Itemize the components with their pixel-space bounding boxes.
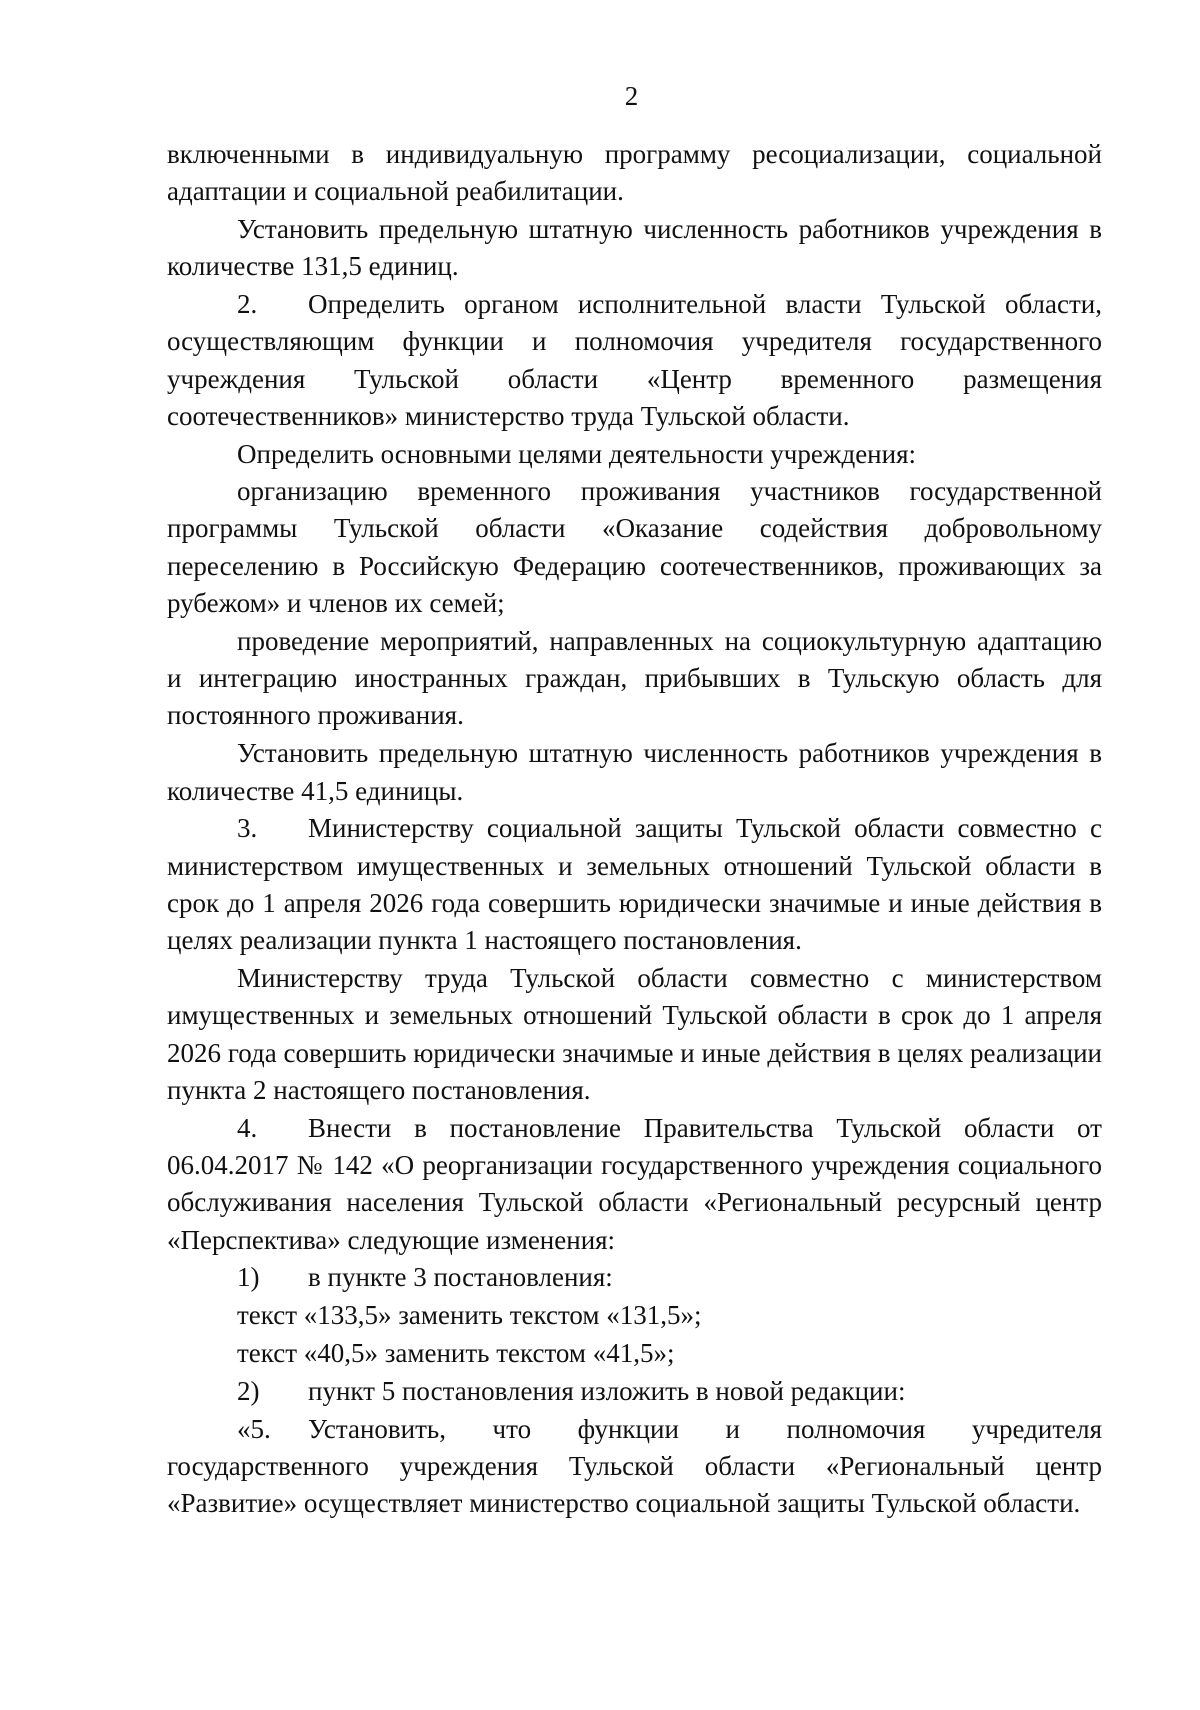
item-text: Установить, что функции и полномочия учредителя государственного учреждения Тульской области «Региональный центр «Развитие» осуществляет министерство социальной защиты Тульской области. xyxy=(167,1413,1102,1519)
paragraph-replace-2: текст «40,5» заменить текстом «41,5»; xyxy=(237,1338,675,1368)
paragraph-labor-ministry: Министерству труда Тульской области совместно с министерством имущественных и земельных отношений Тульской области в срок до 1 апреля 2026 года совершить юридически значимые и иные действия в целях реализации пункта 2 настоящего постановления. xyxy=(167,963,1102,1105)
paragraph-item-3 xyxy=(167,810,1102,959)
item-number: 3. xyxy=(237,813,258,844)
paragraph-goal-2: проведение мероприятий, направленных на социокультурную адаптацию и интеграцию иностранных граждан, прибывших в Тульскую область для постоянного проживания. xyxy=(167,625,1102,731)
item-text: Определить органом исполнительной власти Тульской области, осуществляющим функции и полномочия учредителя государственного учреждения Тульской области «Центр временного размещения соотечественников» министерство труда Тульской области. xyxy=(167,289,1102,432)
paragraph-staff-limit-2: Установить предельную штатную численность работников учреждения в количестве 41,5 единицы. xyxy=(167,738,1102,806)
paragraph-replace-1: текст «133,5» заменить текстом «131,5»; xyxy=(237,1300,702,1331)
item-number: 4. xyxy=(237,1112,258,1143)
paragraph-item-2 xyxy=(167,286,1102,435)
item-text: пункт 5 постановления изложить в новой редакции: xyxy=(308,1375,906,1406)
paragraph-goals-intro: Определить основными целями деятельности учреждения: xyxy=(237,438,916,469)
item-text: Министерству социальной защиты Тульской области совместно с министерством имущественных и земельных отношений Тульской области в срок до 1 апреля 2026 года совершить юридически значимые и иные действия в целях реализации пункта 1 настоящего постановления. xyxy=(167,813,1102,956)
document-body xyxy=(167,136,1102,1522)
paragraph-subitem-2 xyxy=(167,1373,1102,1410)
paragraph-subitem-1 xyxy=(167,1259,1102,1296)
item-number: «5. xyxy=(237,1413,271,1444)
item-number: 2) xyxy=(237,1375,260,1406)
paragraph-goal-1: организацию временного проживания участников государственной программы Тульской области «Оказание содействия добровольному переселению в Российскую Федерацию соотечественников, проживающих за рубежом» и членов их семей; xyxy=(167,476,1102,619)
item-number: 2. xyxy=(237,289,258,320)
paragraph-continuation: включенными в индивидуальную программу ресоциализации, социальной адаптации и социальной реабилитации. xyxy=(167,139,1102,207)
paragraph-item-4 xyxy=(167,1110,1102,1259)
item-number: 1) xyxy=(237,1262,260,1293)
page-number: 2 xyxy=(624,81,639,111)
paragraph-staff-limit-1: Установить предельную штатную численность работников учреждения в количестве 131,5 единиц. xyxy=(167,214,1102,282)
item-text: в пункте 3 постановления: xyxy=(308,1262,613,1293)
item-text: Внести в постановление Правительства Тульской области от 06.04.2017 № 142 «О реорганизации государственного учреждения социального обслуживания населения Тульской области «Региональный ресурсный центр «Перспектива» следующие изменения: xyxy=(167,1112,1102,1255)
paragraph-new-item-5 xyxy=(167,1411,1102,1523)
